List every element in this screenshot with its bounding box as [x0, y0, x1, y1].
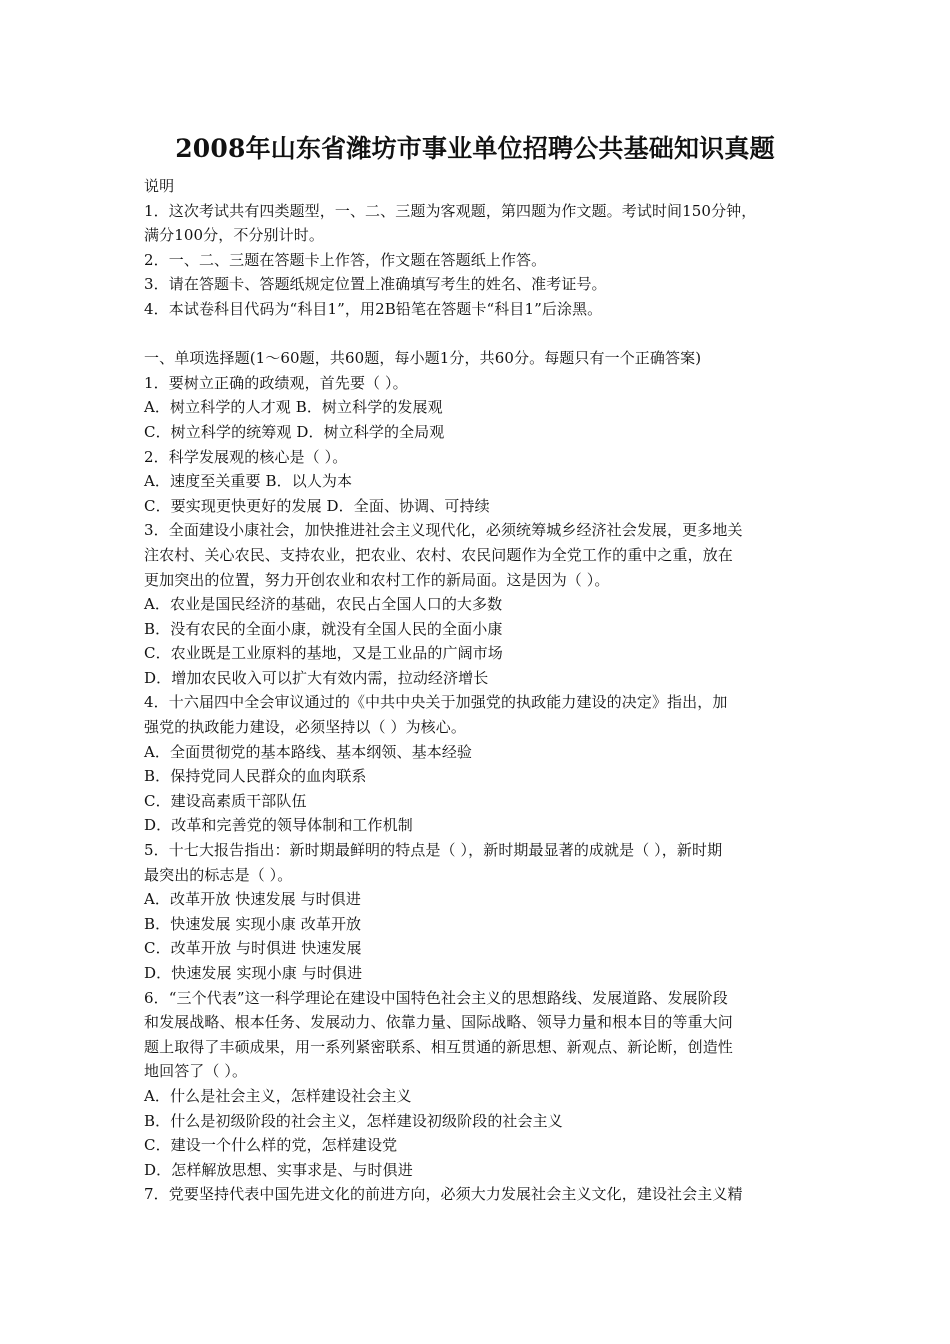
question-option: D．怎样解放思想、实事求是、与时俱进: [144, 1160, 413, 1179]
question-option: D．改革和完善党的领导体制和工作机制: [144, 816, 413, 835]
question-option: C．要实现更快更好的发展 D．全面、协调、可持续: [144, 496, 490, 515]
question-option: C．改革开放 与时俱进 快速发展: [144, 939, 362, 958]
question-stem: 6．“三个代表”这一科学理论在建设中国特色社会主义的思想路线、发展道路、发展阶段: [144, 988, 728, 1007]
question: [144, 986, 814, 1183]
question-stem: 和发展战略、根本任务、发展动力、依靠力量、国际战略、领导力量和根本目的等重大问: [144, 1013, 733, 1032]
section-heading: 一、单项选择题(1～60题，共60题，每小题1分，共60分。每题只有一个正确答案): [144, 349, 702, 368]
question-option: A．速度至关重要 B．以人为本: [144, 472, 353, 491]
question: [144, 1182, 814, 1207]
question: [144, 838, 814, 986]
question: [144, 518, 814, 690]
question-stem: 4．十六届四中全会审议通过的《中共中央关于加强党的执政能力建设的决定》指出，加: [144, 693, 728, 712]
instruction-line: 2．一、二、三题在答题卡上作答，作文题在答题纸上作答。: [144, 250, 547, 269]
instruction-line: 3．请在答题卡、答题纸规定位置上准确填写考生的姓名、准考证号。: [144, 275, 607, 294]
instruction-line: 4．本试卷科目代码为“科目1”，用2B铅笔在答题卡“科目1”后涂黑。: [144, 299, 603, 318]
question-stem: 题上取得了丰硕成果，用一系列紧密联系、相互贯通的新思想、新观点、新论断，创造性: [144, 1037, 733, 1056]
question-stem: 3．全面建设小康社会，加快推进社会主义现代化，必须统筹城乡经济社会发展，更多地关: [144, 521, 743, 540]
question-option: C．建设高素质干部队伍: [144, 791, 307, 810]
question-stem: 强党的执政能力建设，必须坚持以（ ）为核心。: [144, 718, 466, 737]
question-option: B．保持党同人民群众的血肉联系: [144, 767, 367, 786]
instructions-heading: 说明: [144, 177, 175, 195]
question-stem: 地回答了（ ）。: [144, 1062, 248, 1081]
question-stem: 1．要树立正确的政绩观，首先要（ ）。: [144, 373, 408, 392]
question-option: B．快速发展 实现小康 改革开放: [144, 914, 362, 933]
question-option: B．没有农民的全面小康，就没有全国人民的全面小康: [144, 619, 503, 638]
question-option: B．什么是初级阶段的社会主义，怎样建设初级阶段的社会主义: [144, 1111, 563, 1130]
question-stem: 注农村、关心农民、支持农业，把农业、农村、农民问题作为全党工作的重中之重，放在: [144, 545, 733, 564]
question-stem: 2．科学发展观的核心是（ ）。: [144, 447, 348, 466]
document-body: [144, 174, 814, 1207]
instructions-list: [144, 199, 814, 322]
question-option: A．树立科学的人才观 B．树立科学的发展观: [144, 398, 443, 417]
question-stem: 最突出的标志是（ ）。: [144, 865, 293, 884]
question-option: A．全面贯彻党的基本路线、基本纲领、基本经验: [144, 742, 473, 761]
question-stem: 7．党要坚持代表中国先进文化的前进方向，必须大力发展社会主义文化，建设社会主义精: [144, 1185, 743, 1204]
question-stem: 5．十七大报告指出：新时期最鲜明的特点是（ ），新时期最显著的成就是（ ），新时期: [144, 841, 723, 860]
page-title: 2008年山东省潍坊市事业单位招聘公共基础知识真题: [175, 134, 775, 163]
instruction-line: 满分100分，不分别计时。: [144, 226, 324, 245]
question: [144, 371, 814, 445]
section-spacer: [144, 322, 814, 347]
question: [144, 690, 814, 838]
question-option: C．树立科学的统筹观 D．树立科学的全局观: [144, 422, 445, 441]
question-option: A．改革开放 快速发展 与时俱进: [144, 890, 361, 909]
question-option: D．快速发展 实现小康 与时俱进: [144, 964, 363, 982]
question-option: D．增加农民收入可以扩大有效内需，拉动经济增长: [144, 668, 489, 687]
instruction-line: 1．这次考试共有四类题型，一、二、三题为客观题，第四题为作文题。考试时间150分钟，: [144, 201, 757, 220]
question: [144, 445, 814, 519]
question-option: A．什么是社会主义，怎样建设社会主义: [144, 1086, 412, 1105]
question-option: C．建设一个什么样的党，怎样建设党: [144, 1136, 398, 1155]
question-stem: 更加突出的位置，努力开创农业和农村工作的新局面。这是因为（ ）。: [144, 570, 610, 589]
question-option: C．农业既是工业原料的基地，又是工业品的广阔市场: [144, 644, 503, 663]
question-option: A．农业是国民经济的基础，农民占全国人口的大多数: [144, 595, 503, 614]
